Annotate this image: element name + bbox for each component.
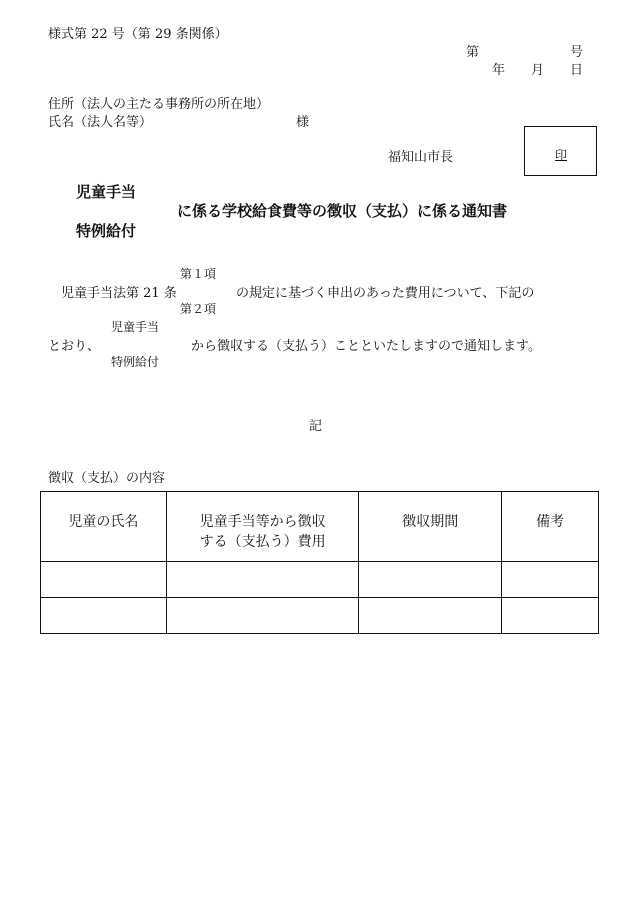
body-option-child-allowance: 児童手当 [111, 320, 160, 334]
header-fee-line1: 児童手当等から徴収 [199, 514, 326, 530]
table-header-row [41, 492, 599, 562]
cell-fee[interactable] [166, 562, 359, 598]
address-label: 住所（法人の主たる事務所の所在地） [48, 97, 270, 112]
section-title: 徴収（支払）の内容 [48, 471, 166, 486]
date-month: 月 [531, 63, 545, 78]
body-option-special-benefit: 特例給付 [111, 355, 160, 369]
document-title: に係る学校給食費等の徴収（支払）に係る通知書 [177, 202, 508, 220]
cell-child-name[interactable] [41, 562, 167, 598]
form-number: 様式第 22 号（第 29 条関係） [48, 27, 228, 42]
doc-number-prefix: 第 [466, 45, 480, 60]
ki-mark: 記 [309, 419, 323, 434]
table-row [41, 562, 599, 598]
clause-option-2: 第２項 [180, 302, 217, 316]
honorific: 様 [296, 115, 310, 130]
clause-option-1: 第１項 [180, 267, 217, 281]
seal-mark: 印 [555, 148, 568, 162]
law-reference: 児童手当法第 21 条 [61, 286, 177, 301]
body-text-2: から徴収する（支払う）ことといたしますので通知します。 [191, 339, 541, 354]
title-option-special-benefit: 特例給付 [76, 222, 137, 240]
header-remarks: 備考 [502, 492, 599, 562]
date-day: 日 [570, 63, 584, 78]
cell-remarks[interactable] [502, 562, 599, 598]
body-text-1: の規定に基づく申出のあった費用について、下記の [236, 286, 535, 301]
header-fee [166, 492, 359, 562]
header-period: 徴収期間 [359, 492, 502, 562]
cell-period[interactable] [359, 598, 502, 634]
header-child-name: 児童の氏名 [41, 492, 167, 562]
issuer: 福知山市長 [388, 150, 454, 165]
cell-fee[interactable] [166, 598, 359, 634]
cell-remarks[interactable] [502, 598, 599, 634]
table-row [41, 598, 599, 634]
cell-period[interactable] [359, 562, 502, 598]
body-prefix: とおり、 [48, 339, 101, 354]
name-label: 氏名（法人名等） [48, 115, 153, 130]
content-table [40, 491, 599, 634]
doc-number-suffix: 号 [570, 45, 584, 60]
header-fee-line2: する（支払う）費用 [199, 534, 326, 550]
title-option-child-allowance: 児童手当 [76, 183, 137, 201]
date-year: 年 [492, 63, 506, 78]
cell-child-name[interactable] [41, 598, 167, 634]
